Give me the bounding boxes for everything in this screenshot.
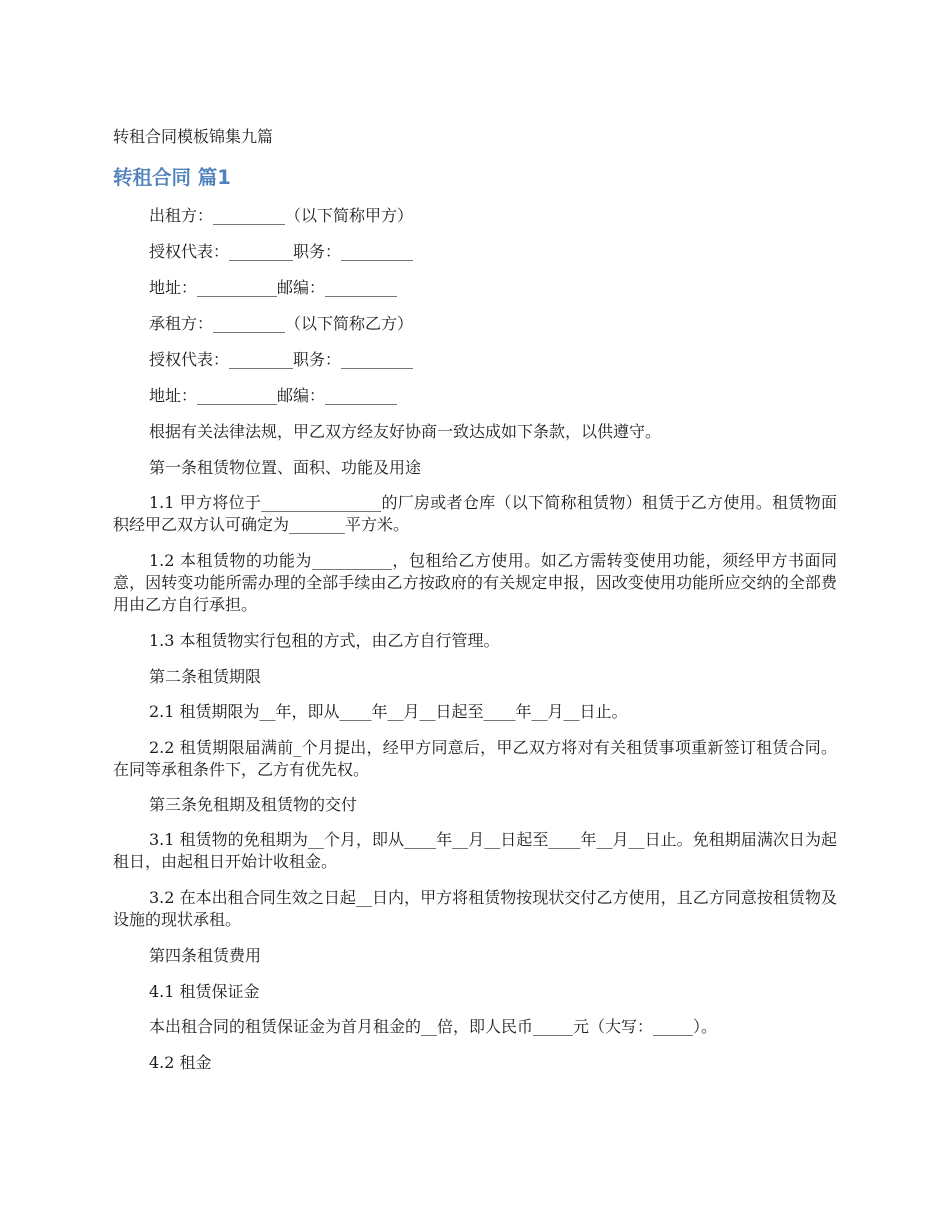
article-1-heading: 第一条租赁物位置、面积、功能及用途 — [149, 458, 422, 477]
clause-4-2: 4.2 租金 — [149, 1053, 212, 1072]
article-3-heading: 第三条免租期及租赁物的交付 — [149, 795, 358, 814]
clause-1-1: 1.1 甲方将位于_______________的厂房或者仓库（以下简称租赁物）租赁于乙方使用。租赁物面积经甲乙双方认可确定为_______平方米。 — [113, 493, 837, 534]
lessee-representative-line: 授权代表：________职务：_________ — [149, 350, 414, 369]
clause-2-1: 2.1 租赁期限为__年，即从____年__月__日起至____年__月__日止。 — [149, 702, 628, 721]
lessee-line: 承租方：_________（以下简称乙方） — [149, 314, 414, 333]
document-title: 转租合同模板锦集九篇 — [113, 127, 274, 146]
clause-3-1: 3.1 租赁物的免租期为__个月，即从____年__月__日起至____年__月__日止。免租期届满次日为起租日，由起租日开始计收租金。 — [113, 830, 837, 871]
clause-4-1: 4.1 租赁保证金 — [149, 982, 260, 1001]
preamble-line: 根据有关法律法规，甲乙双方经友好协商一致达成如下条款，以供遵守。 — [149, 422, 662, 441]
clause-1-3: 1.3 本租赁物实行包租的方式，由乙方自行管理。 — [149, 631, 500, 650]
lessor-address-line: 地址：__________邮编：_________ — [149, 278, 398, 297]
deposit-line: 本出租合同的租赁保证金为首月租金的__倍，即人民币_____元（大写：_____）。 — [149, 1017, 718, 1036]
lessor-line: 出租方：_________（以下简称甲方） — [149, 206, 414, 225]
lessor-representative-line: 授权代表：________职务：_________ — [149, 242, 414, 261]
lessee-address-line: 地址：__________邮编：_________ — [149, 386, 398, 405]
clause-3-2: 3.2 在本出租合同生效之日起__日内，甲方将租赁物按现状交付乙方使用，且乙方同意按租赁物及设施的现状承租。 — [113, 888, 837, 929]
clause-2-2: 2.2 租赁期限届满前_个月提出，经甲方同意后，甲乙双方将对有关租赁事项重新签订租赁合同。在同等承租条件下，乙方有优先权。 — [113, 738, 837, 779]
article-4-heading: 第四条租赁费用 — [149, 946, 262, 965]
article-2-heading: 第二条租赁期限 — [149, 667, 262, 686]
section-heading: 转租合同 篇1 — [113, 166, 231, 189]
clause-1-2: 1.2 本租赁物的功能为__________，包租给乙方使用。如乙方需转变使用功能，须经甲方书面同意，因转变功能所需办理的全部手续由乙方按政府的有关规定申报，因改变使用功能所应交纳的全部费用由乙方自行承担。 — [113, 551, 837, 614]
